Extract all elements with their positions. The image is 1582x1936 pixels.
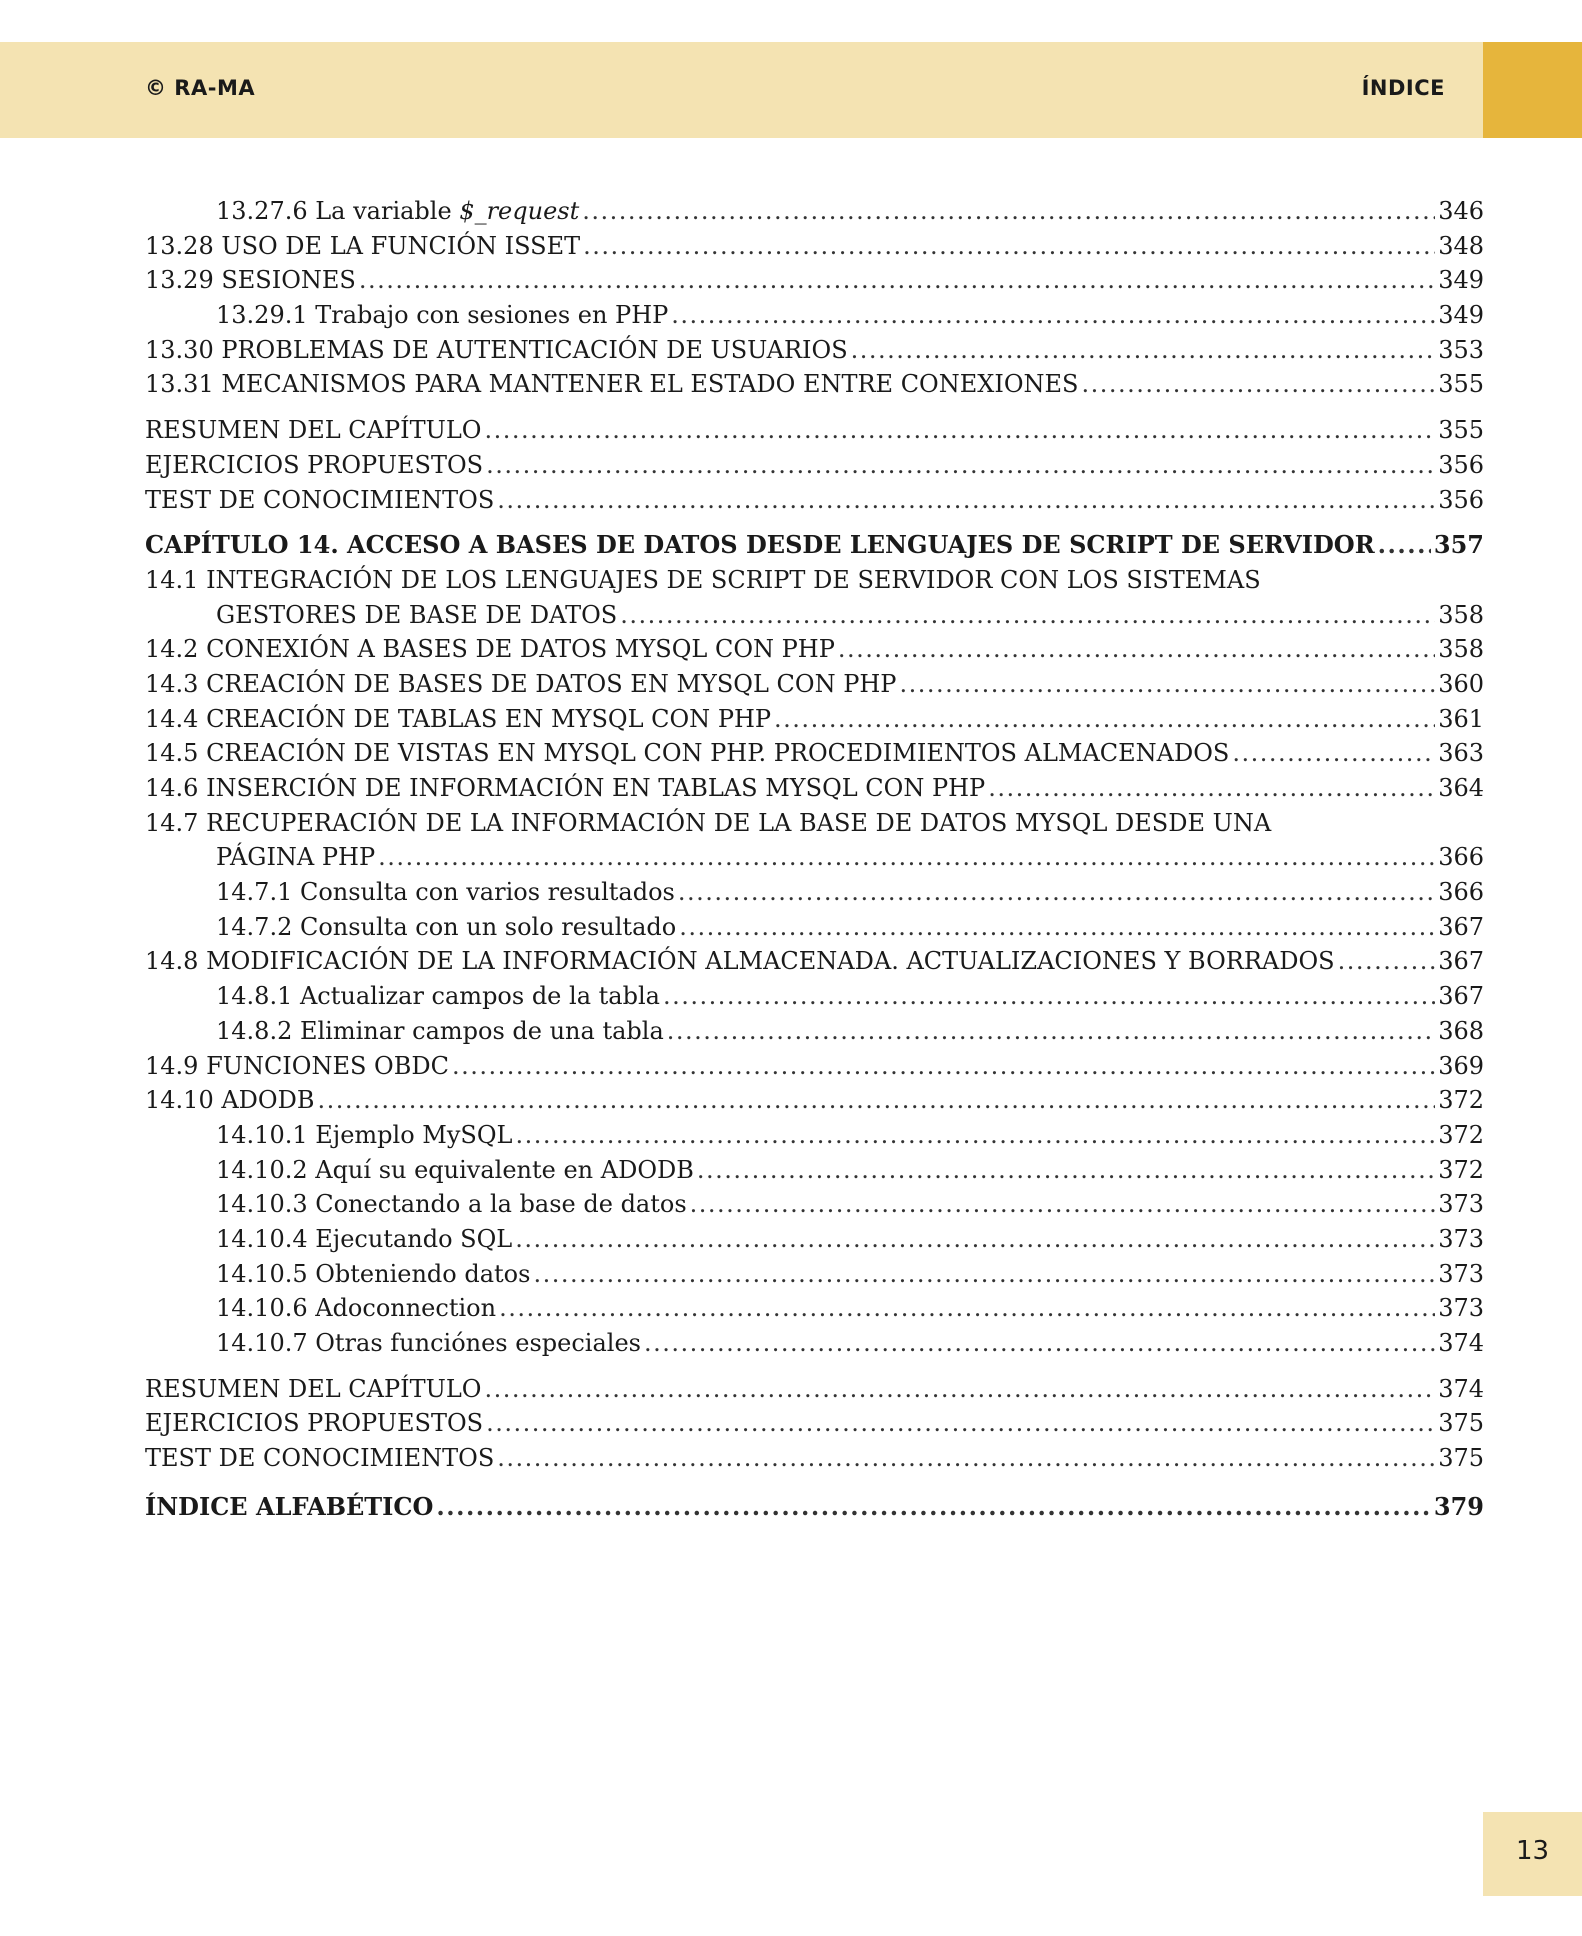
toc-entry-title: ÍNDICE ALFABÉTICO xyxy=(145,1491,434,1521)
toc-entry xyxy=(145,413,1484,448)
toc-entry-page: 374 xyxy=(1438,1374,1484,1403)
toc-leader-dots xyxy=(667,1014,1435,1049)
toc-leader-dots xyxy=(583,229,1435,264)
toc-leader-dots xyxy=(499,1291,1435,1326)
toc-entry xyxy=(145,263,1484,298)
toc-leader-dots xyxy=(452,1049,1435,1084)
toc-leader-dots xyxy=(486,1406,1435,1441)
toc-entry-title: 13.28 USO DE LA FUNCIÓN ISSET xyxy=(145,231,581,260)
toc-entry xyxy=(145,1083,1484,1118)
toc-entry xyxy=(145,840,1484,875)
toc-entry-page: 372 xyxy=(1438,1155,1484,1184)
toc-leader-dots xyxy=(497,483,1435,518)
toc-entry-page: 366 xyxy=(1438,843,1484,872)
toc-entry-page: 346 xyxy=(1438,197,1484,225)
toc-entry-title: 14.9 FUNCIONES OBDC xyxy=(145,1051,449,1080)
toc-entry xyxy=(145,702,1484,737)
toc-entry-page: 366 xyxy=(1438,878,1484,907)
toc-entry-page: 349 xyxy=(1438,301,1484,330)
toc-leader-dots xyxy=(697,1153,1435,1188)
toc-entry xyxy=(145,1014,1484,1049)
toc-entry-page: 368 xyxy=(1438,1016,1484,1045)
toc-entry-title: RESUMEN DEL CAPÍTULO xyxy=(145,416,482,445)
toc-entry xyxy=(145,563,1484,598)
toc-entry-title: 13.30 PROBLEMAS DE AUTENTICACIÓN DE USUARIOS xyxy=(145,335,848,364)
toc-leader-dots xyxy=(486,448,1435,483)
toc-entry xyxy=(145,1326,1484,1361)
toc-leader-dots xyxy=(620,598,1435,633)
toc-entry-page: 356 xyxy=(1438,450,1484,479)
toc-entry-page: 361 xyxy=(1438,704,1484,733)
toc-entry-page: 375 xyxy=(1438,1444,1484,1473)
toc-leader-dots xyxy=(484,1372,1435,1407)
toc-leader-dots xyxy=(899,667,1435,702)
toc-leader-dots xyxy=(436,1490,1431,1525)
toc-entry xyxy=(145,448,1484,483)
toc-entry xyxy=(145,1187,1484,1222)
toc-entry xyxy=(145,1118,1484,1153)
toc-entry-title: EJERCICIOS PROPUESTOS xyxy=(145,450,484,479)
toc-entry-page: 353 xyxy=(1438,335,1484,364)
toc-entry-title: 14.10.5 Obteniendo datos xyxy=(216,1259,531,1288)
toc-entry-title: 14.5 CREACIÓN DE VISTAS EN MYSQL CON PHP. PROCEDIMIENTOS ALMACENADOS xyxy=(145,739,1230,768)
toc-entry xyxy=(145,1153,1484,1188)
toc-entry xyxy=(145,979,1484,1014)
toc-entry xyxy=(145,1372,1484,1407)
toc-leader-dots xyxy=(988,771,1435,806)
toc-leader-dots xyxy=(359,263,1435,298)
toc-entry-title: TEST DE CONOCIMIENTOS xyxy=(145,485,495,514)
toc-entry xyxy=(145,367,1484,402)
toc-entry-title: 14.4 CREACIÓN DE TABLAS EN MYSQL CON PHP xyxy=(145,704,772,733)
toc-entry-page: 373 xyxy=(1438,1294,1484,1323)
toc-leader-dots xyxy=(644,1326,1435,1361)
toc-entry xyxy=(145,1406,1484,1441)
toc-entry-page: 379 xyxy=(1433,1491,1484,1521)
header-publisher: © RA-MA xyxy=(145,76,256,100)
toc-entry xyxy=(145,667,1484,702)
header-section-title: ÍNDICE xyxy=(1361,76,1445,100)
toc-entry-title: 13.29 SESIONES xyxy=(145,266,356,295)
toc-entry xyxy=(145,910,1484,945)
toc-leader-dots xyxy=(1378,528,1431,563)
toc-leader-dots xyxy=(515,1118,1435,1153)
toc-leader-dots xyxy=(484,413,1435,448)
toc-entry-page: 367 xyxy=(1438,982,1484,1011)
toc-entry xyxy=(145,1257,1484,1292)
toc-entry-title: GESTORES DE BASE DE DATOS xyxy=(216,600,618,629)
toc-entry xyxy=(145,875,1484,910)
toc-entry-title: 14.6 INSERCIÓN DE INFORMACIÓN EN TABLAS MYSQL CON PHP xyxy=(145,774,986,802)
toc-leader-dots xyxy=(690,1187,1436,1222)
toc-entry-page: 374 xyxy=(1438,1329,1484,1357)
toc-entry-page: 360 xyxy=(1438,669,1484,698)
table-of-contents xyxy=(145,194,1484,1524)
toc-leader-dots xyxy=(582,194,1435,229)
toc-entry xyxy=(145,806,1484,841)
toc-leader-dots xyxy=(679,910,1435,945)
toc-entry xyxy=(145,1490,1484,1525)
toc-entry-title: 14.10.6 Adoconnection xyxy=(216,1294,497,1323)
toc-entry-title: 13.31 MECANISMOS PARA MANTENER EL ESTADO ENTRE CONEXIONES xyxy=(145,370,1079,399)
toc-entry-title: 14.10.4 Ejecutando SQL xyxy=(216,1224,513,1253)
toc-entry-page: 372 xyxy=(1438,1086,1484,1115)
toc-entry xyxy=(145,736,1484,771)
toc-leader-dots xyxy=(1338,944,1436,979)
toc-entry xyxy=(145,1441,1484,1476)
toc-entry xyxy=(145,528,1484,563)
toc-leader-dots xyxy=(851,333,1436,368)
toc-entry-page: 358 xyxy=(1438,600,1484,629)
toc-entry-title: 14.7.2 Consulta con un solo resultado xyxy=(216,912,677,941)
toc-entry-title: 14.8.2 Eliminar campos de una tabla xyxy=(216,1016,664,1045)
toc-entry xyxy=(145,483,1484,518)
toc-entry xyxy=(145,194,1484,229)
toc-entry-title: 14.1 INTEGRACIÓN DE LOS LENGUAJES DE SCRIPT DE SERVIDOR CON LOS SISTEMAS xyxy=(145,565,1261,594)
page-number: 13 xyxy=(1515,1836,1550,1866)
toc-leader-dots xyxy=(317,1083,1435,1118)
toc-entry-title: 14.8 MODIFICACIÓN DE LA INFORMACIÓN ALMACENADA. ACTUALIZACIONES Y BORRADOS xyxy=(145,947,1335,976)
toc-leader-dots xyxy=(838,632,1435,667)
toc-leader-dots xyxy=(678,875,1435,910)
toc-entry xyxy=(145,632,1484,667)
toc-entry-title: 14.10.3 Conectando a la base de datos xyxy=(216,1190,687,1219)
toc-entry-title: RESUMEN DEL CAPÍTULO xyxy=(145,1374,482,1403)
toc-leader-dots xyxy=(671,298,1435,333)
toc-entry-page: 373 xyxy=(1438,1224,1484,1253)
toc-entry-page: 348 xyxy=(1438,231,1484,260)
toc-leader-dots xyxy=(1232,736,1435,771)
toc-entry-page: 373 xyxy=(1438,1190,1484,1219)
toc-entry-page: 373 xyxy=(1438,1259,1484,1288)
toc-leader-dots xyxy=(533,1257,1435,1292)
toc-entry-title: TEST DE CONOCIMIENTOS xyxy=(145,1444,495,1473)
toc-entry-page: 355 xyxy=(1438,370,1484,399)
toc-entry-title: 14.10.1 Ejemplo MySQL xyxy=(216,1120,513,1149)
toc-entry-title: CAPÍTULO 14. ACCESO A BASES DE DATOS DESDE LENGUAJES DE SCRIPT DE SERVIDOR xyxy=(145,530,1375,560)
toc-entry xyxy=(145,1222,1484,1257)
toc-entry-page: 375 xyxy=(1438,1409,1484,1438)
toc-entry-page: 372 xyxy=(1438,1120,1484,1149)
toc-entry-page: 364 xyxy=(1438,774,1484,802)
toc-entry xyxy=(145,1291,1484,1326)
toc-entry xyxy=(145,598,1484,633)
toc-entry-page: 358 xyxy=(1438,635,1484,664)
toc-entry xyxy=(145,298,1484,333)
toc-entry-title: 14.10.7 Otras funciónes especiales xyxy=(216,1329,641,1357)
header-tab xyxy=(1483,42,1582,138)
toc-entry-title: 14.7.1 Consulta con varios resultados xyxy=(216,878,675,907)
toc-leader-dots xyxy=(515,1222,1435,1257)
toc-entry xyxy=(145,944,1484,979)
toc-entry-title: 14.10.2 Aquí su equivalente en ADODB xyxy=(216,1155,694,1184)
toc-leader-dots xyxy=(1081,367,1435,402)
toc-entry-page: 369 xyxy=(1438,1051,1484,1080)
toc-entry xyxy=(145,333,1484,368)
toc-entry-title: 14.3 CREACIÓN DE BASES DE DATOS EN MYSQL CON PHP xyxy=(145,669,897,698)
toc-entry-title: EJERCICIOS PROPUESTOS xyxy=(145,1409,484,1438)
toc-entry-title: 14.10 ADODB xyxy=(145,1086,315,1115)
toc-leader-dots xyxy=(774,702,1435,737)
toc-entry-page: 356 xyxy=(1438,485,1484,514)
toc-entry-page: 363 xyxy=(1438,739,1484,768)
toc-entry-page: 355 xyxy=(1438,416,1484,445)
toc-leader-dots xyxy=(663,979,1435,1014)
toc-entry-title: PÁGINA PHP xyxy=(216,843,376,872)
toc-entry-page: 367 xyxy=(1438,947,1484,976)
toc-entry-title: 14.2 CONEXIÓN A BASES DE DATOS MYSQL CON PHP xyxy=(145,635,835,664)
toc-leader-dots xyxy=(378,840,1435,875)
toc-entry-title: 13.27.6 La variable $_request xyxy=(216,197,580,225)
toc-entry-page: 367 xyxy=(1438,912,1484,941)
toc-entry xyxy=(145,771,1484,806)
toc-leader-dots xyxy=(497,1441,1435,1476)
toc-entry-title: 14.7 RECUPERACIÓN DE LA INFORMACIÓN DE LA BASE DE DATOS MYSQL DESDE UNA xyxy=(145,808,1272,837)
toc-entry-title: 14.8.1 Actualizar campos de la tabla xyxy=(216,982,660,1011)
toc-entry-page: 349 xyxy=(1438,266,1484,295)
toc-entry xyxy=(145,1049,1484,1084)
toc-entry-page: 357 xyxy=(1433,530,1484,560)
toc-entry xyxy=(145,229,1484,264)
toc-entry-title: 13.29.1 Trabajo con sesiones en PHP xyxy=(216,301,669,330)
